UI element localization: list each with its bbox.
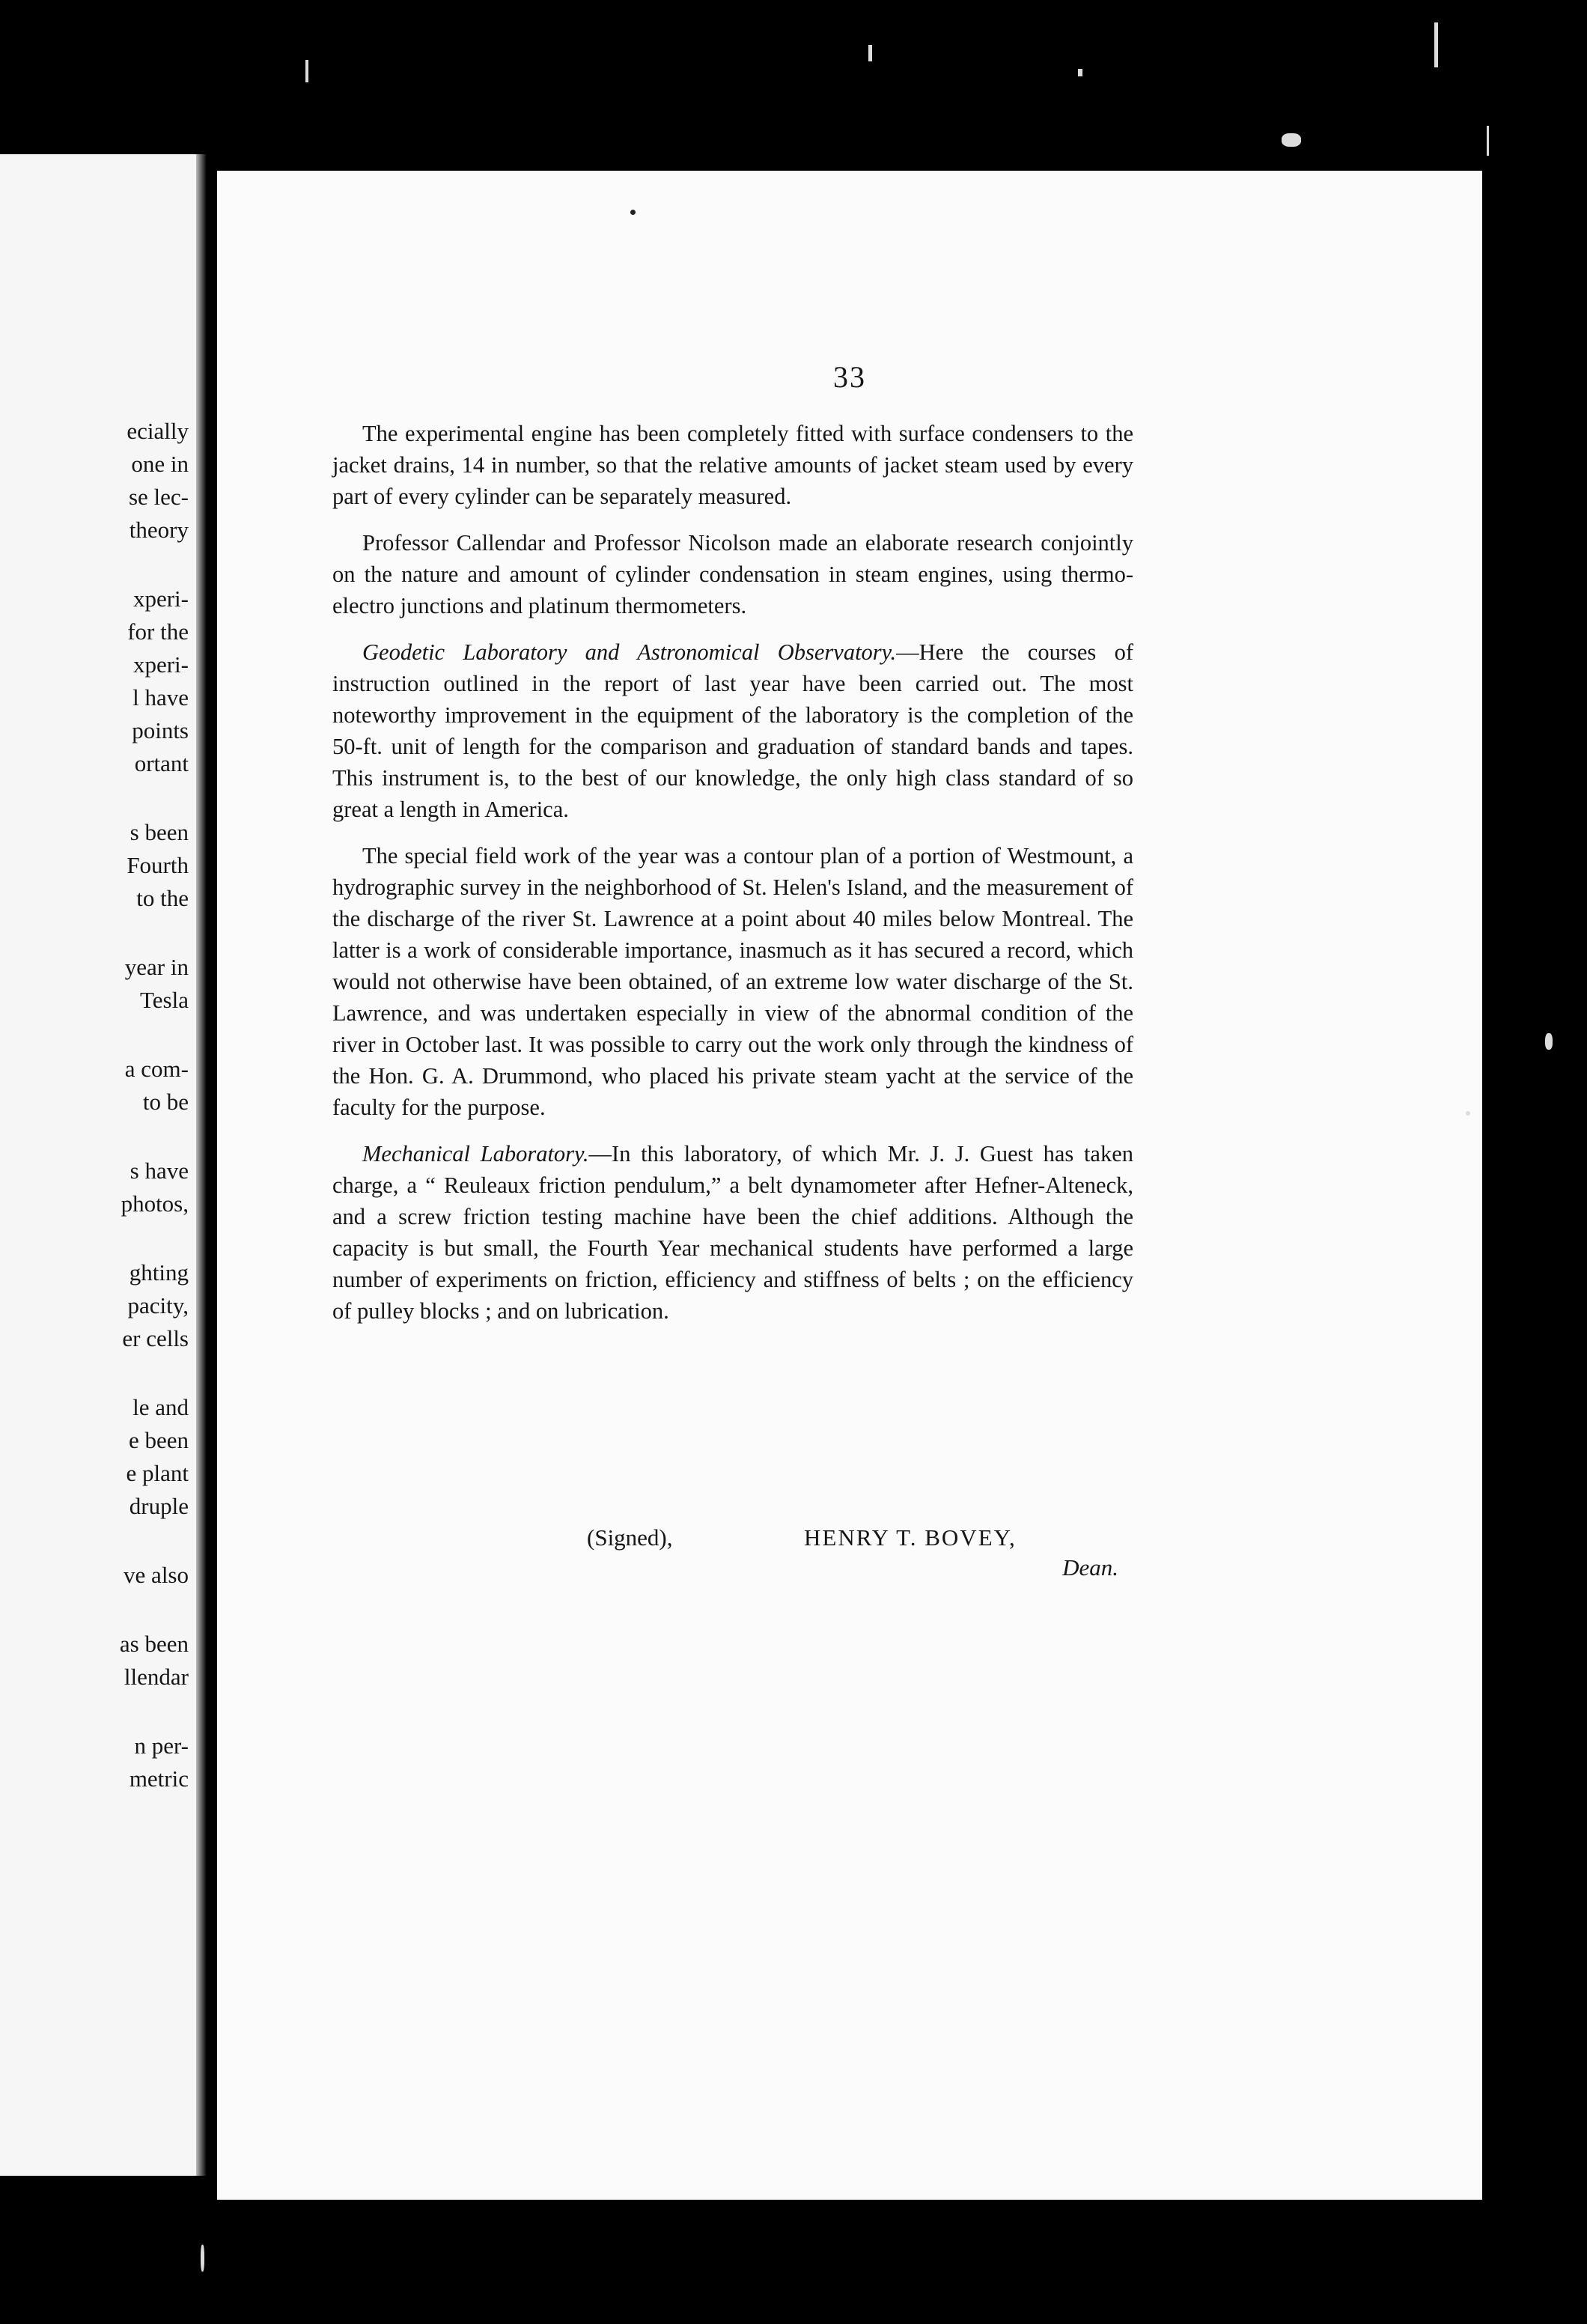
previous-page-line: ortant <box>134 750 189 776</box>
previous-page-line: e been <box>128 1427 189 1453</box>
previous-page-fragment <box>0 154 196 2176</box>
scan-speck <box>1078 69 1082 76</box>
scan-speck <box>1434 22 1438 67</box>
previous-page-line: for the <box>127 618 189 645</box>
previous-page-line: one in <box>131 451 189 477</box>
previous-page-line: theory <box>129 517 189 543</box>
previous-page-line: Fourth <box>127 852 189 878</box>
previous-page-line: points <box>132 717 189 743</box>
previous-page-line: llendar <box>124 1664 189 1690</box>
signer-title: Dean. <box>1062 1554 1118 1581</box>
page-number: 33 <box>833 360 866 394</box>
previous-page-line: se lec- <box>128 484 189 510</box>
scan-speck <box>201 2245 204 2272</box>
scan-speck <box>1282 133 1301 147</box>
previous-page-line: er cells <box>122 1325 189 1351</box>
scan-speck <box>1466 1111 1470 1116</box>
paragraph <box>332 418 1133 512</box>
scan-speck <box>868 45 872 61</box>
scan-speck <box>1545 1033 1553 1050</box>
previous-page-line: photos, <box>121 1190 189 1217</box>
paragraph <box>332 1138 1133 1327</box>
signature-block <box>332 1524 1133 1592</box>
page-gutter-shadow <box>196 154 207 2176</box>
scan-speck <box>305 60 308 82</box>
paragraph <box>332 527 1133 621</box>
section-runhead: Mechanical Laboratory. <box>362 1141 589 1166</box>
scan-speck <box>1487 126 1489 156</box>
previous-page-line: xperi- <box>132 585 189 612</box>
paragraph-text: —Here the courses of instruction outlined in the report of last year have been carried out. The most noteworthy improvement in the equipment of the laboratory is the completion of the 50-ft. unit of length for the comparison and graduation of standard bands and tapes. This instrument is, to the best of our knowledge, the only high class standard of so great a length in America. <box>332 639 1133 822</box>
previous-page-line: xperi- <box>132 651 189 678</box>
section-runhead: Geodetic Laboratory and Astronomical Observatory. <box>362 639 897 665</box>
previous-page-line: Tesla <box>140 987 189 1013</box>
previous-page-line: ecially <box>127 418 189 444</box>
scan-speck <box>630 210 636 215</box>
previous-page-line: as been <box>119 1631 189 1657</box>
previous-page-line: s have <box>130 1158 189 1184</box>
previous-page-line: pacity, <box>127 1292 189 1318</box>
previous-page-line: n per- <box>134 1733 189 1759</box>
previous-page-line: e plant <box>126 1460 189 1486</box>
previous-page-line: druple <box>129 1493 189 1519</box>
signer-name: HENRY T. BOVEY, <box>804 1524 1017 1551</box>
previous-page-line: metric <box>129 1765 189 1792</box>
previous-page-line: s been <box>130 819 189 845</box>
paragraph-text: —In this laboratory, of which Mr. J. J. Guest has taken charge, a “ Reuleaux friction pendulum,” a belt dynamometer after Hefner-Alteneck, and a screw friction testing machine have been the chief additions. Although the capacity is but small, the Fourth Year mechanical students have performed a large number of experiments on friction, efficiency and stiffness of belts ; on the efficiency of pulley blocks ; and on lubrication. <box>332 1141 1134 1324</box>
page-body <box>332 418 1133 1342</box>
document-page <box>217 171 1482 2200</box>
paragraph <box>332 636 1133 825</box>
paragraph-text: Professor Callendar and Professor Nicolson made an elaborate research conjointly on the nature and amount of cylinder condensation in steam engines, using thermo-electro junctions and platinum thermometers. <box>332 530 1133 618</box>
previous-page-line: ghting <box>129 1259 189 1286</box>
previous-page-line: a com- <box>124 1056 189 1082</box>
previous-page-line: l have <box>132 684 189 711</box>
paragraph-text: The special field work of the year was a contour plan of a portion of Westmount, a hydrographic survey in the neighborhood of St. Helen's Island, and the measurement of the discharge of the river St. Lawrence at a point about 40 miles below Montreal. The latter is a work of considerable importance, inasmuch as it has secured a record, which would not otherwise have been obtained, of an extreme low water discharge of the St. Lawrence, and was undertaken especially in view of the abnormal condition of the river in October last. It was possible to carry out the work only through the kindness of the Hon. G. A. Drummond, who placed his private steam yacht at the service of the faculty for the purpose. <box>332 843 1133 1120</box>
signed-label: (Signed), <box>587 1524 673 1551</box>
previous-page-line: year in <box>124 954 189 980</box>
paragraph <box>332 840 1133 1123</box>
paragraph-text: The experimental engine has been completely fitted with surface condensers to the jacket drains, 14 in number, so that the relative amounts of jacket steam used by every part of every cylinder can be separately measured. <box>332 421 1133 509</box>
previous-page-line: ve also <box>124 1562 189 1588</box>
previous-page-line: to the <box>136 885 189 911</box>
previous-page-line: to be <box>142 1089 189 1115</box>
previous-page-line: le and <box>132 1394 189 1420</box>
